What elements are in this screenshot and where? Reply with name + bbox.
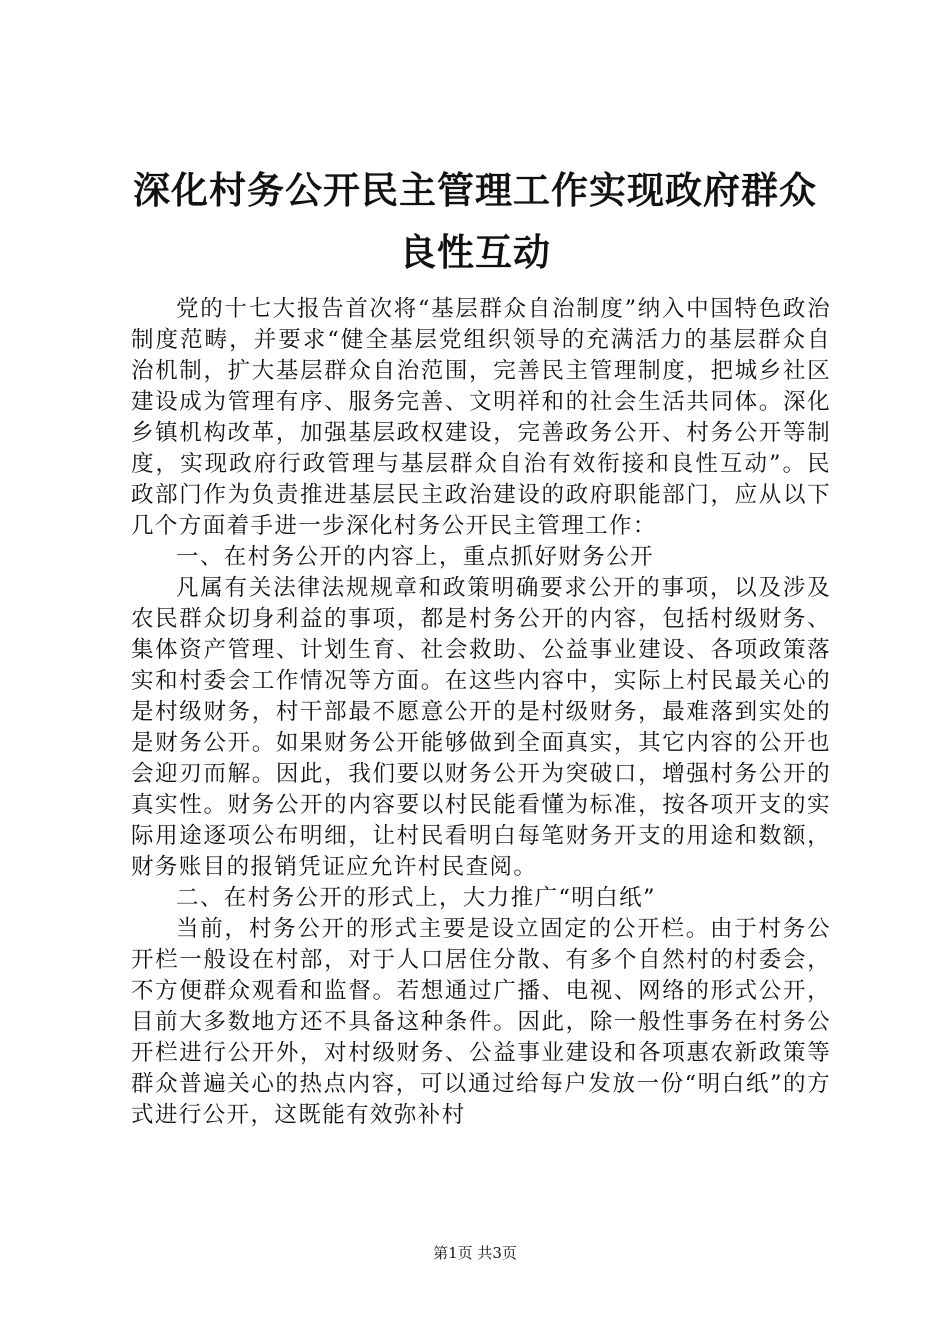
paragraph-section-1: 凡属有关法律法规规章和政策明确要求公开的事项，以及涉及农民群众切身利益的事项，都是村务公开的内容，包括村级财务、集体资产管理、计划生育、社会救助、公益事业建设、各项政策落实和村委会工作情况等方面。在这些内容中，实际上村民最关心的是村级财务，村干部最不愿意公开的是村级财务，最难落到实处的是财务公开。如果财务公开能够做到全面真实，其它内容的公开也会迎刃而解。因此，我们要以财务公开为突破口，增强村务公开的真实性。财务公开的内容要以村民能看懂为标准，按各项开支的实际用途逐项公布明细，让村民看明白每笔财务开支的用途和数额，财务账目的报销凭证应允许村民查阅。 xyxy=(131,575,831,880)
section-heading-2: 二、在村务公开的形式上，大力推广“明白纸” xyxy=(176,885,656,911)
document-body xyxy=(131,294,831,1131)
section-heading-1: 一、在村务公开的内容上，重点抓好财务公开 xyxy=(176,544,655,570)
page-number: 第1页 共3页 xyxy=(433,1244,517,1262)
paragraph-intro: 党的十七大报告首次将“基层群众自治制度”纳入中国特色政治制度范畴，并要求“健全基层党组织领导的充满活力的基层群众自治机制，扩大基层群众自治范围，完善民主管理制度，把城乡社区建设成为管理有序、服务完善、文明祥和的社会生活共同体。深化乡镇机构改革，加强基层政权建设，完善政务公开、村务公开等制度，实现政府行政管理与基层群众自治有效衔接和良性互动”。民政部门作为负责推进基层民主政治建设的政府职能部门，应从以下几个方面着手进一步深化村务公开民主管理工作： xyxy=(131,296,831,539)
document-title: 深化村务公开民主管理工作实现政府群众良性互动 xyxy=(133,169,817,274)
paragraph-section-2: 当前，村务公开的形式主要是设立固定的公开栏。由于村务公开栏一般设在村部，对于人口居住分散、有多个自然村的村委会，不方便群众观看和监督。若想通过广播、电视、网络的形式公开，目前大多数地方还不具备这种条件。因此，除一般性事务在村务公开栏进行公开外，对村级财务、公益事业建设和各项惠农新政策等群众普遍关心的热点内容，可以通过给每户发放一份“明白纸”的方式进行公开，这既能有效弥补村 xyxy=(131,916,831,1128)
